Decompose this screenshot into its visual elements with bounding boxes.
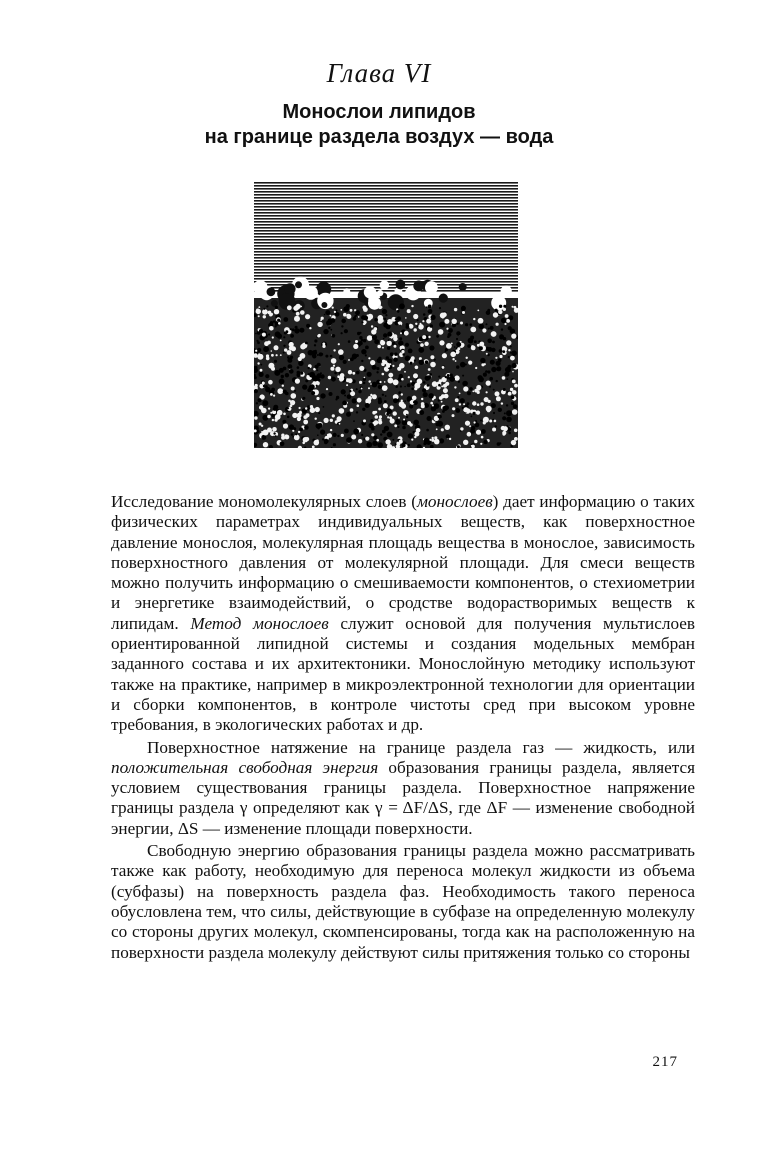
- chapter-title-line-1: Монослои липидов: [282, 101, 476, 123]
- text-segment: Исследование мономолекулярных слоев (: [111, 492, 417, 511]
- water-phase-molecules: [254, 277, 518, 449]
- air-phase-lines: [254, 182, 518, 292]
- text-segment: образования границы раздела, является условием существования границы раздела. Поверхностное напряжение границы раздела γ определяют как γ = ΔF/ΔS, где ΔF — изменение свободной энергии, ΔS — изменение площади поверхности.: [111, 757, 695, 838]
- paragraph: [111, 738, 695, 839]
- text-segment: Поверхностное натяжение на границе раздела газ — жидкость, или: [147, 737, 695, 757]
- text-segment: служит основой для получения мультислоев ориентированной липидной системы и создания модельных мембран заданного состава и их архитектоники. Монослойную методику используют также на практике, например в микроэлектронной технологии для ориентации и сборки компонентов, в контроле чистоты сред при высоком уровне требования, в экологических работах и др.: [111, 613, 695, 735]
- italic-term: монослоев: [416, 492, 493, 511]
- chapter-heading: Глава VI: [326, 58, 432, 88]
- chapter-title-line-2: на границе раздела воздух — вода: [204, 126, 554, 148]
- text-segment: ) дает информацию о таких физических параметрах индивидуальных веществ, как поверхностное давление монослоя, молекулярная площадь вещества в монослое, зависимость поверхностного давления от молекулярной площади. Для смеси веществ можно получить информацию о смешиваемости компонентов, о стехиометрии и энергетике взаимодействий, о сродстве водорастворимых веществ к липидам.: [111, 492, 695, 633]
- body-text: [111, 492, 695, 963]
- text-segment: Свободную энергию образования границы раздела можно рассматривать также как работу, необходимую для переноса молекул жидкости из объема (субфазы) на поверхность раздела фаз. Необходимость такого переноса обусловлена тем, что силы, действующие в субфазе на определенную молекулу со стороны других молекул, скомпенсированы, тогда как на расположенную на поверхности раздела молекулу действуют силы притяжения только со стороны: [111, 841, 695, 962]
- italic-term: положительная свободная энергия: [111, 757, 379, 777]
- page-number: 217: [652, 1054, 678, 1070]
- paragraph: [111, 841, 695, 963]
- paragraph: [111, 492, 695, 736]
- monolayer-illustration: [254, 180, 518, 448]
- italic-term: Метод монослоев: [190, 613, 329, 633]
- chapter-title: [0, 100, 758, 150]
